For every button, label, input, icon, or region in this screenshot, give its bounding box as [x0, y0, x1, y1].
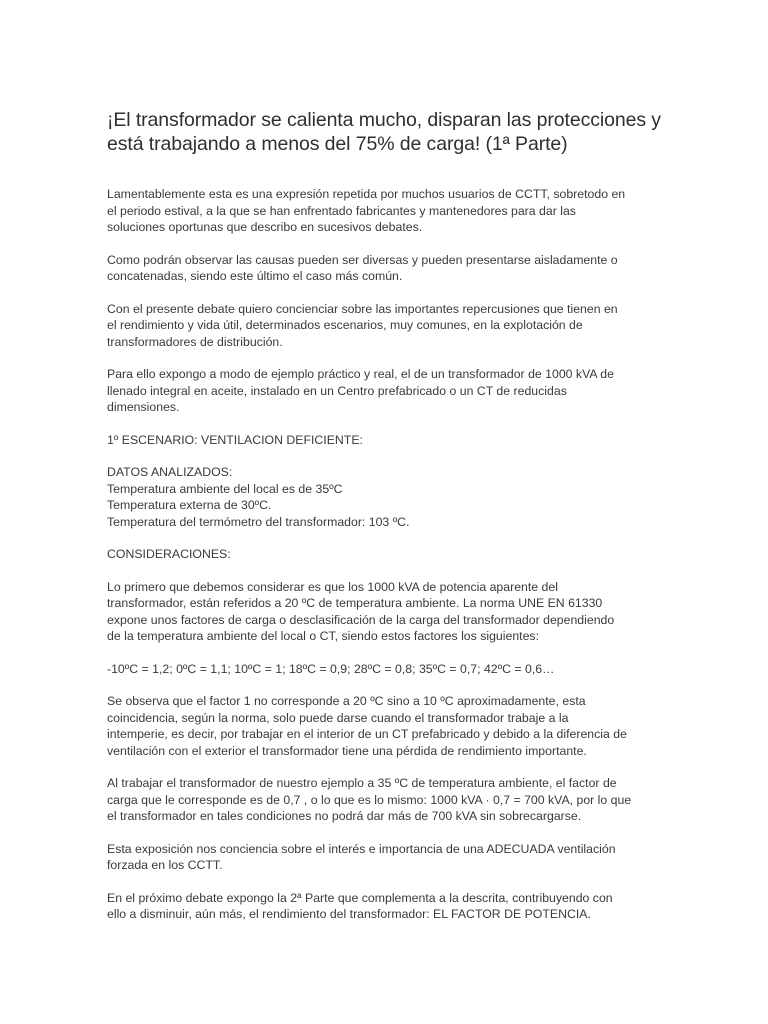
text-line: ello a disminuir, aún más, el rendimiento del transformador: EL FACTOR DE POTENCIA. — [107, 907, 591, 921]
paragraph-calculation — [107, 775, 667, 825]
text-line: 1º ESCENARIO: VENTILACION DEFICIENTE: — [107, 432, 363, 447]
text-line: concatenadas, siendo este último el caso más común. — [107, 269, 403, 283]
text-line: el rendimiento y vida útil, determinados escenarios, muy comunes, en la explotación de — [107, 318, 583, 332]
text-line: de la temperatura ambiente del local o CT, siendo estos factores los siguientes: — [107, 629, 539, 643]
text-line: transformadores de distribución. — [107, 334, 283, 349]
text-line: el periodo estival, a la que se han enfrentado fabricantes y mantenedores para dar las — [107, 203, 576, 218]
text-line: expone unos factores de carga o desclasificación de la carga del transformador dependiendo — [107, 612, 615, 627]
text-line: Lo primero que debemos considerar es que los 1000 kVA de potencia aparente del — [107, 579, 558, 594]
text-line: -10ºC = 1,2; 0ºC = 1,1; 10ºC = 1; 18ºC = 0,9; 28ºC = 0,8; 35ºC = 0,7; 42ºC = 0,6… — [107, 661, 555, 676]
paragraph-causes — [107, 252, 667, 285]
text-line: Temperatura ambiente del local es de 35ºC — [107, 481, 343, 496]
text-line: Con el presente debate quiero concienciar sobre las importantes repercusiones que tienen en — [107, 301, 618, 316]
text-line: forzada en los CCTT. — [107, 858, 223, 872]
paragraph-purpose — [107, 301, 667, 351]
text-line: Para ello expongo a modo de ejemplo práctico y real, el de un transformador de 1000 kVA de — [107, 367, 614, 381]
paragraph-next-debate — [107, 890, 667, 923]
document-page — [107, 108, 667, 939]
paragraph-data-analyzed — [107, 464, 667, 530]
text-line: ventilación con el exterior el transformador tiene una pérdida de rendimiento importante. — [107, 743, 587, 758]
text-line: En el próximo debate expongo la 2ª Parte que complementa a la descrita, contribuyendo con — [107, 890, 613, 905]
text-line: DATOS ANALIZADOS: — [107, 465, 233, 479]
text-line: llenado integral en aceite, instalado en un Centro prefabricado o un CT de reducidas — [107, 383, 567, 398]
text-line: carga que le corresponde es de 0,7 , o lo que es lo mismo: 1000 kVA · 0,7 = 700 kVA, por lo que — [107, 792, 632, 807]
paragraph-norm — [107, 579, 667, 645]
section-heading-considerations — [107, 546, 667, 563]
text-line: Lamentablemente esta es una expresión repetida por muchos usuarios de CCTT, sobretodo en — [107, 187, 626, 201]
title-line: está trabajando a menos del 75% de carga! (1ª Parte) — [107, 133, 568, 155]
text-line: Esta exposición nos conciencia sobre el interés e importancia de una ADECUADA ventilación — [107, 841, 616, 856]
document-title — [107, 108, 667, 156]
text-line: Al trabajar el transformador de nuestro ejemplo a 35 ºC de temperatura ambiente, el factor de — [107, 776, 617, 790]
title-line: ¡El transformador se calienta mucho, disparan las protecciones y — [107, 109, 661, 131]
text-line: Como podrán observar las causas pueden ser diversas y pueden presentarse aisladamente o — [107, 252, 618, 267]
text-line: el transformador en tales condiciones no podrá dar más de 700 kVA sin sobrecargarse. — [107, 809, 582, 823]
text-line: transformador, están referidos a 20 ºC de temperatura ambiente. La norma UNE EN 61330 — [107, 596, 603, 610]
text-line: dimensiones. — [107, 400, 180, 414]
section-heading-scenario — [107, 432, 667, 449]
paragraph-ventilation — [107, 841, 667, 874]
text-line: coincidencia, según la norma, solo puede darse cuando el transformador trabaje a la — [107, 710, 569, 725]
text-line: CONSIDERACIONES: — [107, 547, 231, 561]
text-line: Se observa que el factor 1 no corresponde a 20 ºC sino a 10 ºC aproximadamente, esta — [107, 694, 586, 708]
text-line: Temperatura externa de 30ºC. — [107, 498, 272, 512]
text-line: soluciones oportunas que describo en sucesivos debates. — [107, 220, 423, 234]
paragraph-observation — [107, 693, 667, 759]
paragraph-example — [107, 366, 667, 416]
text-line: Temperatura del termómetro del transformador: 103 ºC. — [107, 514, 410, 529]
paragraph-intro — [107, 186, 667, 236]
paragraph-factors — [107, 661, 667, 678]
text-line: intemperie, es decir, por trabajar en el interior de un CT prefabricado y debido a la diferencia de — [107, 727, 627, 741]
